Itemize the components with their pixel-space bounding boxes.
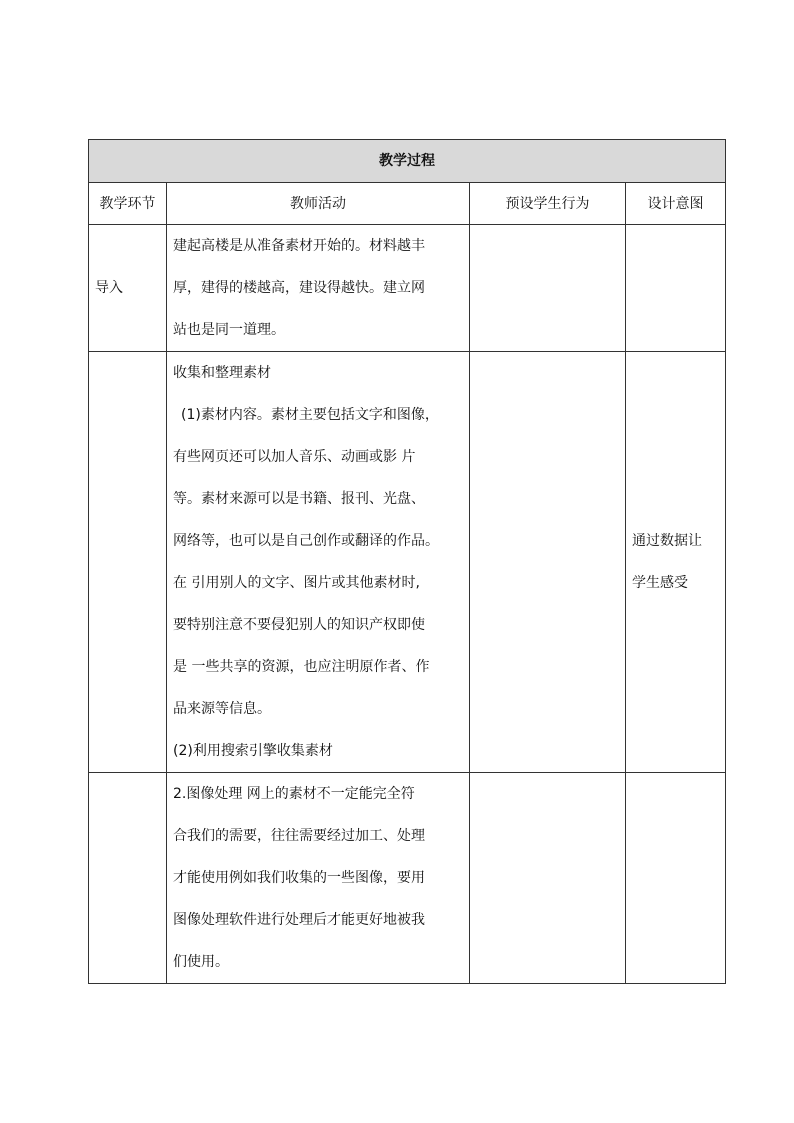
intent-line: 通过数据让: [632, 533, 702, 549]
table-title-row: [89, 140, 726, 183]
teacher-activity-cell: [167, 773, 470, 984]
activity-line: 们使用。: [173, 954, 229, 970]
activity-line: 站也是同一道理。: [173, 322, 285, 338]
column-header-teacher-activity: 教师活动: [167, 183, 470, 225]
activity-line: 图像处理软件进行处理后才能更好地被我: [173, 912, 425, 928]
activity-line: 是 一些共享的资源，也应注明原作者、作: [173, 659, 430, 675]
intent-line: 学生感受: [632, 575, 688, 591]
activity-line: (1)素材内容。素材主要包括文字和图像，: [181, 407, 439, 423]
column-header-student-behavior: 预设学生行为: [470, 183, 626, 225]
design-intent-cell: [626, 773, 726, 984]
activity-line: 收集和整理素材: [173, 365, 271, 381]
stage-cell: [89, 773, 167, 984]
teacher-activity-cell: [167, 352, 470, 773]
activity-line: 有些网页还可以加人音乐、动画或影 片: [173, 449, 416, 465]
student-behavior-cell: [470, 225, 626, 352]
column-header-design-intent: 设计意图: [626, 183, 726, 225]
activity-line: 品来源等信息。: [173, 701, 271, 717]
stage-cell: [89, 352, 167, 773]
stage-cell: 导入: [89, 225, 167, 352]
student-behavior-cell: [470, 773, 626, 984]
student-behavior-cell: [470, 352, 626, 773]
table-title: 教学过程: [89, 140, 726, 183]
activity-line: 在 引用别人的文字、图片或其他素材时,: [173, 575, 420, 591]
activity-line: 厚，建得的楼越高，建设得越快。建立网: [173, 280, 425, 296]
table-header-row: [89, 183, 726, 225]
table-row: [89, 352, 726, 773]
column-header-stage: 教学环节: [89, 183, 167, 225]
design-intent-cell: [626, 225, 726, 352]
activity-line: 才能使用例如我们收集的一些图像，要用: [173, 870, 425, 886]
activity-line: 合我们的需要，往往需要经过加工、处理: [173, 828, 425, 844]
table-row: [89, 773, 726, 984]
table-row: [89, 225, 726, 352]
activity-line: 要特别注意不要侵犯别人的知识产权即使: [173, 617, 425, 633]
activity-line: 建起高楼是从准备素材开始的。材料越丰: [173, 238, 425, 254]
teaching-process-table: [88, 139, 726, 984]
activity-line: 2.图像处理 网上的素材不一定能完全符: [173, 786, 415, 802]
activity-line: 网络等，也可以是自己创作或翻译的作品。: [173, 533, 439, 549]
activity-line: (2)利用搜索引擎收集素材: [173, 743, 333, 759]
teacher-activity-cell: [167, 225, 470, 352]
activity-line: 等。素材来源可以是书籍、报刊、光盘、: [173, 491, 425, 507]
design-intent-cell: [626, 352, 726, 773]
lesson-plan-sheet: [88, 139, 725, 984]
